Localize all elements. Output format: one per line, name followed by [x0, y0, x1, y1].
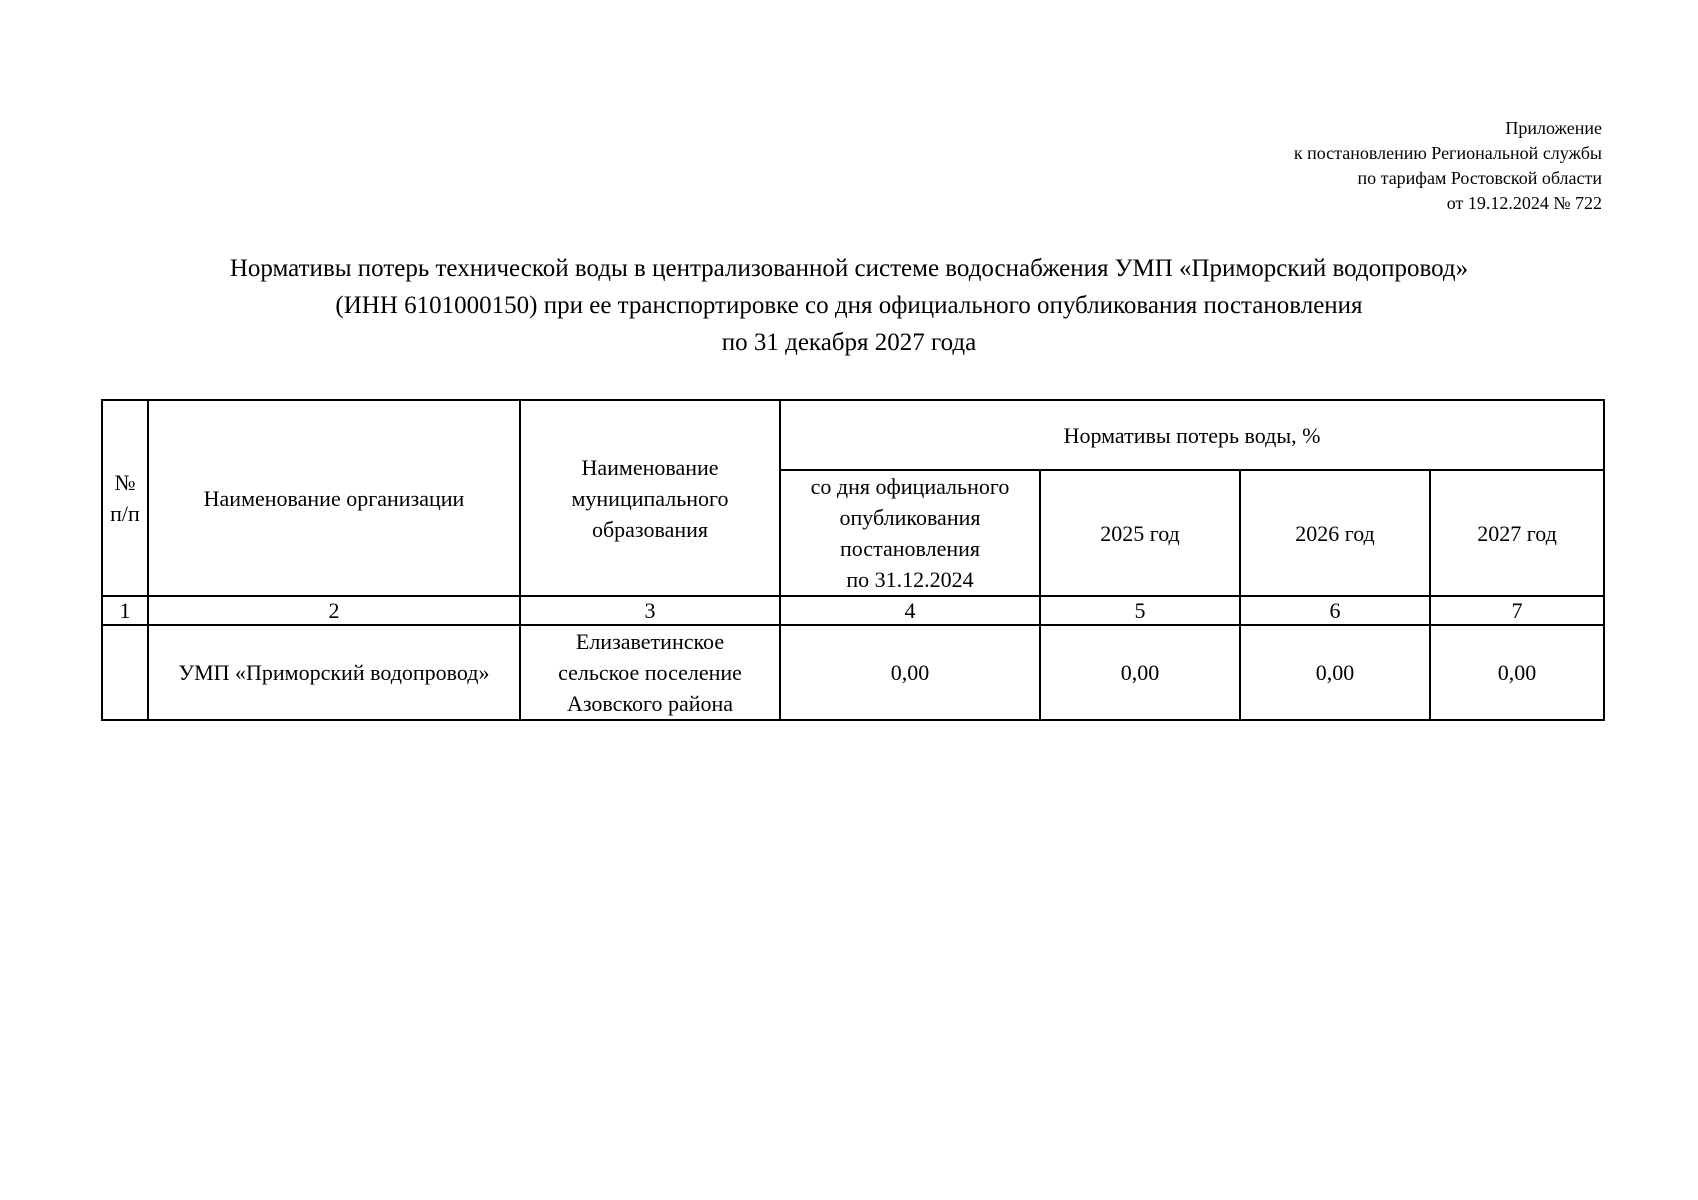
- header-organization: Наименование организации: [148, 400, 520, 596]
- header-period-line-1: со дня официального: [810, 474, 1010, 499]
- row-municipality-line-1: Елизаветинское: [575, 629, 725, 654]
- header-period: [780, 470, 1040, 596]
- title-line-2: (ИНН 6101000150) при ее транспортировке со дня официального опубликования постановления: [335, 292, 1363, 319]
- header-municipality: [520, 400, 780, 596]
- header-municipality-line-1: Наименование: [581, 454, 719, 480]
- table-row: [102, 625, 1604, 720]
- header-num-line-1: №: [114, 470, 136, 495]
- appendix-line-2: к постановлению Региональной службы: [1293, 143, 1602, 163]
- header-municipality-line-2: муниципального: [571, 485, 729, 511]
- column-number: 4: [780, 596, 1040, 625]
- header-num: [102, 400, 148, 596]
- column-number: 3: [520, 596, 780, 625]
- appendix-line-1: Приложение: [1505, 118, 1602, 138]
- row-value-period: 0,00: [780, 625, 1040, 720]
- appendix-header: [1294, 116, 1602, 216]
- header-norms-group: Нормативы потерь воды, %: [780, 400, 1604, 470]
- document-title: [0, 250, 1698, 361]
- table-header-row: [102, 400, 1604, 470]
- header-period-line-2: опубликования: [839, 505, 981, 530]
- header-year-2026: 2026 год: [1240, 470, 1430, 596]
- row-num: [102, 625, 148, 720]
- column-number: 7: [1430, 596, 1604, 625]
- row-value-2027: 0,00: [1430, 625, 1604, 720]
- title-line-3: по 31 декабря 2027 года: [721, 329, 977, 356]
- row-value-2025: 0,00: [1040, 625, 1240, 720]
- appendix-line-4: от 19.12.2024 № 722: [1446, 193, 1602, 213]
- header-num-line-2: п/п: [110, 501, 140, 526]
- row-municipality-line-3: Азовского района: [566, 691, 734, 716]
- norms-table: [101, 399, 1605, 721]
- column-number: 5: [1040, 596, 1240, 625]
- header-period-line-3: постановления: [839, 536, 980, 561]
- row-municipality: [520, 625, 780, 720]
- column-number: 6: [1240, 596, 1430, 625]
- column-number: 2: [148, 596, 520, 625]
- column-number-row: [102, 596, 1604, 625]
- title-line-1: Нормативы потерь технической воды в централизованной системе водоснабжения УМП «Приморский водопровод»: [229, 255, 1469, 282]
- header-year-2025: 2025 год: [1040, 470, 1240, 596]
- row-organization: УМП «Приморский водопровод»: [148, 625, 520, 720]
- row-municipality-line-2: сельское поселение: [558, 660, 742, 685]
- header-municipality-line-3: образования: [591, 516, 709, 542]
- row-value-2026: 0,00: [1240, 625, 1430, 720]
- header-year-2027: 2027 год: [1430, 470, 1604, 596]
- header-period-line-4: по 31.12.2024: [846, 567, 974, 592]
- appendix-line-3: по тарифам Ростовской области: [1357, 168, 1602, 188]
- column-number: 1: [102, 596, 148, 625]
